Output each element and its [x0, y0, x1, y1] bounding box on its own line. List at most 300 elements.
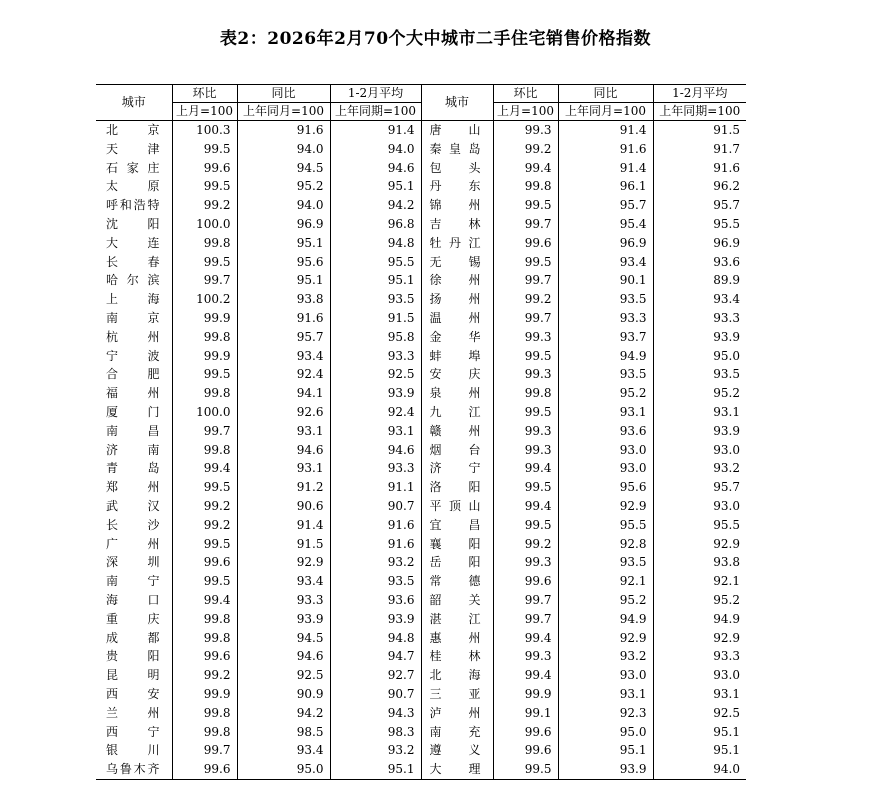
city-name-left: 福州 [106, 386, 160, 401]
city-name-left: 厦门 [106, 404, 160, 419]
yoy-value-left: 91.2 [237, 478, 330, 497]
avg-value-right: 91.5 [653, 121, 746, 140]
avg-value-left: 92.7 [330, 666, 421, 685]
city-name-left: 石家庄 [106, 160, 160, 175]
table-row [96, 365, 746, 384]
avg-value-right: 95.1 [653, 741, 746, 760]
avg-value-right: 95.7 [653, 478, 746, 497]
mom-value-right: 99.7 [493, 591, 558, 610]
city-name-left: 重庆 [106, 611, 160, 626]
header-yoy-left: 同比 [237, 85, 330, 103]
avg-value-right: 93.8 [653, 553, 746, 572]
mom-value-right: 99.6 [493, 723, 558, 742]
avg-value-right: 92.5 [653, 704, 746, 723]
yoy-value-left: 92.9 [237, 553, 330, 572]
avg-value-left: 95.1 [330, 271, 421, 290]
mom-value-right: 99.5 [493, 347, 558, 366]
avg-value-right: 95.2 [653, 591, 746, 610]
mom-value-right: 99.6 [493, 234, 558, 253]
avg-value-right: 95.5 [653, 516, 746, 535]
mom-value-right: 99.4 [493, 497, 558, 516]
table-row [96, 422, 746, 441]
avg-value-left: 93.1 [330, 422, 421, 441]
city-name-right: 惠州 [421, 629, 493, 648]
yoy-value-right: 92.8 [558, 535, 653, 554]
mom-value-right: 99.9 [493, 685, 558, 704]
avg-value-left: 93.5 [330, 290, 421, 309]
avg-value-left: 94.8 [330, 629, 421, 648]
yoy-value-left: 93.1 [237, 459, 330, 478]
yoy-value-right: 93.1 [558, 685, 653, 704]
avg-value-left: 94.8 [330, 234, 421, 253]
avg-value-right: 94.9 [653, 610, 746, 629]
mom-value-left: 99.5 [172, 572, 237, 591]
table-row [96, 516, 746, 535]
mom-value-right: 99.4 [493, 159, 558, 178]
city-name-left: 宁波 [106, 348, 160, 363]
city-name-left: 济南 [106, 442, 160, 457]
yoy-value-right: 92.3 [558, 704, 653, 723]
mom-value-left: 99.5 [172, 177, 237, 196]
avg-value-left: 93.3 [330, 459, 421, 478]
mom-value-right: 99.7 [493, 610, 558, 629]
yoy-value-right: 95.6 [558, 478, 653, 497]
mom-value-right: 99.5 [493, 253, 558, 272]
mom-value-right: 99.3 [493, 553, 558, 572]
mom-value-left: 99.9 [172, 685, 237, 704]
table-row [96, 121, 746, 140]
header-mom-left: 环比 [172, 85, 237, 103]
city-name-right: 宜昌 [421, 516, 493, 535]
avg-value-left: 92.5 [330, 365, 421, 384]
city-name-left: 长沙 [106, 517, 160, 532]
mom-value-right: 99.6 [493, 572, 558, 591]
yoy-value-left: 98.5 [237, 723, 330, 742]
avg-value-right: 95.2 [653, 384, 746, 403]
avg-value-right: 92.9 [653, 629, 746, 648]
city-name-right: 安庆 [421, 365, 493, 384]
avg-value-left: 91.4 [330, 121, 421, 140]
yoy-value-right: 93.9 [558, 760, 653, 779]
mom-value-right: 99.1 [493, 704, 558, 723]
mom-value-left: 100.0 [172, 403, 237, 422]
mom-value-left: 99.2 [172, 497, 237, 516]
mom-value-left: 99.9 [172, 347, 237, 366]
yoy-value-right: 91.6 [558, 140, 653, 159]
yoy-value-right: 91.4 [558, 121, 653, 140]
avg-value-left: 94.6 [330, 441, 421, 460]
yoy-value-right: 94.9 [558, 610, 653, 629]
avg-value-right: 93.5 [653, 365, 746, 384]
yoy-value-left: 90.9 [237, 685, 330, 704]
mom-value-left: 99.5 [172, 478, 237, 497]
yoy-value-left: 91.6 [237, 121, 330, 140]
city-name-left: 合肥 [106, 367, 160, 382]
mom-value-left: 99.7 [172, 271, 237, 290]
table-row [96, 328, 746, 347]
table-row [96, 459, 746, 478]
avg-value-left: 94.0 [330, 140, 421, 159]
mom-value-left: 100.0 [172, 215, 237, 234]
header-mom-base-left: 上月=100 [172, 103, 237, 121]
header-avg-base-left: 上年同期=100 [330, 103, 421, 121]
city-name-left: 乌鲁木齐 [106, 762, 160, 777]
yoy-value-left: 95.1 [237, 271, 330, 290]
city-name-right: 平顶山 [421, 497, 493, 516]
yoy-value-right: 93.5 [558, 290, 653, 309]
avg-value-left: 93.5 [330, 572, 421, 591]
avg-value-right: 92.1 [653, 572, 746, 591]
city-name-right: 济宁 [421, 459, 493, 478]
mom-value-left: 99.6 [172, 159, 237, 178]
avg-value-left: 94.2 [330, 196, 421, 215]
mom-value-right: 99.5 [493, 196, 558, 215]
mom-value-left: 99.2 [172, 516, 237, 535]
yoy-value-right: 93.1 [558, 403, 653, 422]
table-row [96, 572, 746, 591]
mom-value-left: 99.8 [172, 723, 237, 742]
city-name-right: 南充 [421, 723, 493, 742]
yoy-value-right: 95.1 [558, 741, 653, 760]
avg-value-left: 94.3 [330, 704, 421, 723]
yoy-value-right: 93.3 [558, 309, 653, 328]
mom-value-left: 99.8 [172, 234, 237, 253]
avg-value-right: 93.2 [653, 459, 746, 478]
yoy-value-right: 95.2 [558, 384, 653, 403]
city-name-left: 杭州 [106, 329, 160, 344]
table-row [96, 403, 746, 422]
city-name-left: 郑州 [106, 480, 160, 495]
mom-value-right: 99.7 [493, 215, 558, 234]
yoy-value-left: 94.0 [237, 140, 330, 159]
city-name-left: 南宁 [106, 574, 160, 589]
city-name-left: 南京 [106, 310, 160, 325]
city-name-right: 温州 [421, 309, 493, 328]
city-name-right: 三亚 [421, 685, 493, 704]
city-name-left: 成都 [106, 630, 160, 645]
avg-value-right: 93.3 [653, 309, 746, 328]
mom-value-right: 99.8 [493, 384, 558, 403]
yoy-value-left: 94.5 [237, 629, 330, 648]
avg-value-left: 93.6 [330, 591, 421, 610]
header-yoy-base-right: 上年同月=100 [558, 103, 653, 121]
table-row [96, 610, 746, 629]
table-row [96, 553, 746, 572]
avg-value-left: 93.9 [330, 610, 421, 629]
table-row [96, 384, 746, 403]
avg-value-left: 95.5 [330, 253, 421, 272]
yoy-value-left: 94.6 [237, 441, 330, 460]
table-row [96, 253, 746, 272]
yoy-value-right: 92.1 [558, 572, 653, 591]
mom-value-right: 99.3 [493, 647, 558, 666]
table-row [96, 760, 746, 779]
table-row [96, 196, 746, 215]
mom-value-left: 99.8 [172, 610, 237, 629]
yoy-value-right: 96.9 [558, 234, 653, 253]
mom-value-right: 99.2 [493, 535, 558, 554]
mom-value-right: 99.5 [493, 516, 558, 535]
city-name-right: 金华 [421, 328, 493, 347]
mom-value-left: 99.7 [172, 422, 237, 441]
yoy-value-right: 92.9 [558, 497, 653, 516]
city-name-right: 包头 [421, 159, 493, 178]
city-name-right: 吉林 [421, 215, 493, 234]
avg-value-left: 98.3 [330, 723, 421, 742]
yoy-value-right: 93.0 [558, 459, 653, 478]
city-name-left: 长春 [106, 254, 160, 269]
yoy-value-right: 93.5 [558, 365, 653, 384]
city-name-right: 九江 [421, 403, 493, 422]
avg-value-left: 93.2 [330, 741, 421, 760]
mom-value-right: 99.2 [493, 290, 558, 309]
mom-value-right: 99.5 [493, 403, 558, 422]
table-row [96, 629, 746, 648]
mom-value-right: 99.6 [493, 741, 558, 760]
avg-value-right: 95.0 [653, 347, 746, 366]
table-row [96, 140, 746, 159]
yoy-value-right: 90.1 [558, 271, 653, 290]
city-name-right: 秦皇岛 [421, 140, 493, 159]
city-name-left: 哈尔滨 [106, 273, 160, 288]
yoy-value-right: 91.4 [558, 159, 653, 178]
mom-value-left: 99.2 [172, 196, 237, 215]
city-name-left: 兰州 [106, 705, 160, 720]
city-name-right: 无锡 [421, 253, 493, 272]
city-name-left: 深圳 [106, 555, 160, 570]
mom-value-left: 99.4 [172, 591, 237, 610]
yoy-value-left: 93.1 [237, 422, 330, 441]
avg-value-right: 95.7 [653, 196, 746, 215]
header-mom-base-right: 上月=100 [493, 103, 558, 121]
yoy-value-left: 91.6 [237, 309, 330, 328]
avg-value-right: 91.7 [653, 140, 746, 159]
city-name-right: 丹东 [421, 177, 493, 196]
yoy-value-right: 93.4 [558, 253, 653, 272]
mom-value-left: 99.8 [172, 629, 237, 648]
mom-value-right: 99.8 [493, 177, 558, 196]
mom-value-left: 99.5 [172, 535, 237, 554]
avg-value-right: 93.6 [653, 253, 746, 272]
avg-value-right: 93.0 [653, 666, 746, 685]
table-row [96, 159, 746, 178]
yoy-value-right: 92.9 [558, 629, 653, 648]
yoy-value-left: 94.1 [237, 384, 330, 403]
yoy-value-left: 94.6 [237, 647, 330, 666]
yoy-value-right: 95.7 [558, 196, 653, 215]
city-name-right: 泉州 [421, 384, 493, 403]
city-name-left: 天津 [106, 141, 160, 156]
yoy-value-left: 92.5 [237, 666, 330, 685]
mom-value-left: 99.6 [172, 760, 237, 779]
avg-value-right: 93.4 [653, 290, 746, 309]
mom-value-left: 99.8 [172, 441, 237, 460]
mom-value-left: 99.6 [172, 553, 237, 572]
yoy-value-right: 95.5 [558, 516, 653, 535]
yoy-value-left: 94.5 [237, 159, 330, 178]
table-row [96, 271, 746, 290]
mom-value-right: 99.5 [493, 478, 558, 497]
city-name-right: 洛阳 [421, 478, 493, 497]
city-name-right: 泸州 [421, 704, 493, 723]
yoy-value-left: 95.6 [237, 253, 330, 272]
table-row [96, 647, 746, 666]
mom-value-right: 99.3 [493, 422, 558, 441]
yoy-value-left: 93.4 [237, 741, 330, 760]
city-name-right: 牡丹江 [421, 234, 493, 253]
avg-value-left: 95.8 [330, 328, 421, 347]
city-name-left: 广州 [106, 536, 160, 551]
city-name-right: 徐州 [421, 271, 493, 290]
city-name-right: 北海 [421, 666, 493, 685]
city-name-right: 大理 [421, 760, 493, 779]
city-name-right: 蚌埠 [421, 347, 493, 366]
avg-value-right: 95.1 [653, 723, 746, 742]
city-name-right: 常德 [421, 572, 493, 591]
mom-value-left: 99.5 [172, 365, 237, 384]
yoy-value-left: 92.4 [237, 365, 330, 384]
table-row [96, 347, 746, 366]
table-row [96, 215, 746, 234]
avg-value-right: 93.9 [653, 422, 746, 441]
mom-value-left: 99.9 [172, 309, 237, 328]
mom-value-left: 99.8 [172, 328, 237, 347]
avg-value-left: 93.2 [330, 553, 421, 572]
mom-value-left: 99.4 [172, 459, 237, 478]
city-name-right: 扬州 [421, 290, 493, 309]
mom-value-right: 99.7 [493, 309, 558, 328]
yoy-value-right: 95.2 [558, 591, 653, 610]
yoy-value-left: 91.4 [237, 516, 330, 535]
yoy-value-left: 94.2 [237, 704, 330, 723]
header-city-right: 城市 [421, 85, 493, 121]
table-row [96, 741, 746, 760]
city-name-right: 韶关 [421, 591, 493, 610]
city-name-right: 遵义 [421, 741, 493, 760]
city-name-left: 沈阳 [106, 216, 160, 231]
mom-value-right: 99.3 [493, 441, 558, 460]
mom-value-right: 99.3 [493, 328, 558, 347]
mom-value-left: 99.8 [172, 704, 237, 723]
avg-value-left: 90.7 [330, 685, 421, 704]
mom-value-left: 100.2 [172, 290, 237, 309]
city-name-left: 银川 [106, 743, 160, 758]
avg-value-left: 92.4 [330, 403, 421, 422]
table-row [96, 591, 746, 610]
city-name-left: 西安 [106, 686, 160, 701]
avg-value-right: 96.9 [653, 234, 746, 253]
city-name-left: 海口 [106, 592, 160, 607]
page-title: 表2：2026年2月70个大中城市二手住宅销售价格指数 [219, 29, 652, 49]
table-row [96, 723, 746, 742]
avg-value-left: 91.6 [330, 516, 421, 535]
city-name-left: 武汉 [106, 498, 160, 513]
city-name-left: 昆明 [106, 668, 160, 683]
table-row [96, 535, 746, 554]
avg-value-left: 91.5 [330, 309, 421, 328]
city-name-right: 赣州 [421, 422, 493, 441]
city-name-right: 唐山 [421, 121, 493, 140]
avg-value-right: 92.9 [653, 535, 746, 554]
yoy-value-left: 96.9 [237, 215, 330, 234]
avg-value-left: 94.6 [330, 159, 421, 178]
avg-value-right: 93.1 [653, 685, 746, 704]
header-mom-right: 环比 [493, 85, 558, 103]
header-avg-base-right: 上年同期=100 [653, 103, 746, 121]
avg-value-left: 91.1 [330, 478, 421, 497]
mom-value-right: 99.2 [493, 140, 558, 159]
avg-value-left: 94.7 [330, 647, 421, 666]
mom-value-right: 99.7 [493, 271, 558, 290]
yoy-value-right: 93.2 [558, 647, 653, 666]
mom-value-left: 99.6 [172, 647, 237, 666]
avg-value-left: 95.1 [330, 177, 421, 196]
yoy-value-left: 93.4 [237, 347, 330, 366]
mom-value-left: 99.5 [172, 253, 237, 272]
mom-value-right: 99.4 [493, 459, 558, 478]
yoy-value-left: 95.1 [237, 234, 330, 253]
table-row [96, 478, 746, 497]
yoy-value-left: 95.7 [237, 328, 330, 347]
table-row [96, 497, 746, 516]
city-name-right: 烟台 [421, 441, 493, 460]
city-name-left: 青岛 [106, 461, 160, 476]
avg-value-right: 93.3 [653, 647, 746, 666]
yoy-value-left: 94.0 [237, 196, 330, 215]
city-name-left: 南昌 [106, 423, 160, 438]
avg-value-right: 91.6 [653, 159, 746, 178]
yoy-value-right: 93.0 [558, 441, 653, 460]
yoy-value-right: 93.0 [558, 666, 653, 685]
yoy-value-left: 93.8 [237, 290, 330, 309]
mom-value-left: 99.5 [172, 140, 237, 159]
yoy-value-right: 96.1 [558, 177, 653, 196]
city-name-right: 湛江 [421, 610, 493, 629]
yoy-value-right: 95.0 [558, 723, 653, 742]
city-name-right: 桂林 [421, 647, 493, 666]
avg-value-left: 90.7 [330, 497, 421, 516]
mom-value-left: 99.7 [172, 741, 237, 760]
city-name-left: 西宁 [106, 724, 160, 739]
header-avg-left: 1-2月平均 [330, 85, 421, 103]
header-avg-right: 1-2月平均 [653, 85, 746, 103]
yoy-value-left: 91.5 [237, 535, 330, 554]
avg-value-right: 93.0 [653, 441, 746, 460]
yoy-value-left: 95.0 [237, 760, 330, 779]
avg-value-left: 96.8 [330, 215, 421, 234]
avg-value-right: 94.0 [653, 760, 746, 779]
yoy-value-left: 93.4 [237, 572, 330, 591]
yoy-value-left: 92.6 [237, 403, 330, 422]
city-name-left: 上海 [106, 292, 160, 307]
city-name-left: 呼和浩特 [106, 198, 160, 213]
table-header [96, 85, 746, 121]
avg-value-left: 95.1 [330, 760, 421, 779]
yoy-value-left: 90.6 [237, 497, 330, 516]
mom-value-right: 99.3 [493, 121, 558, 140]
avg-value-left: 93.9 [330, 384, 421, 403]
mom-value-right: 99.4 [493, 666, 558, 685]
table-row [96, 234, 746, 253]
city-name-left: 大连 [106, 235, 160, 250]
header-city-left: 城市 [96, 85, 172, 121]
yoy-value-right: 95.4 [558, 215, 653, 234]
mom-value-right: 99.3 [493, 365, 558, 384]
yoy-value-left: 93.9 [237, 610, 330, 629]
avg-value-right: 93.9 [653, 328, 746, 347]
avg-value-right: 89.9 [653, 271, 746, 290]
avg-value-left: 91.6 [330, 535, 421, 554]
